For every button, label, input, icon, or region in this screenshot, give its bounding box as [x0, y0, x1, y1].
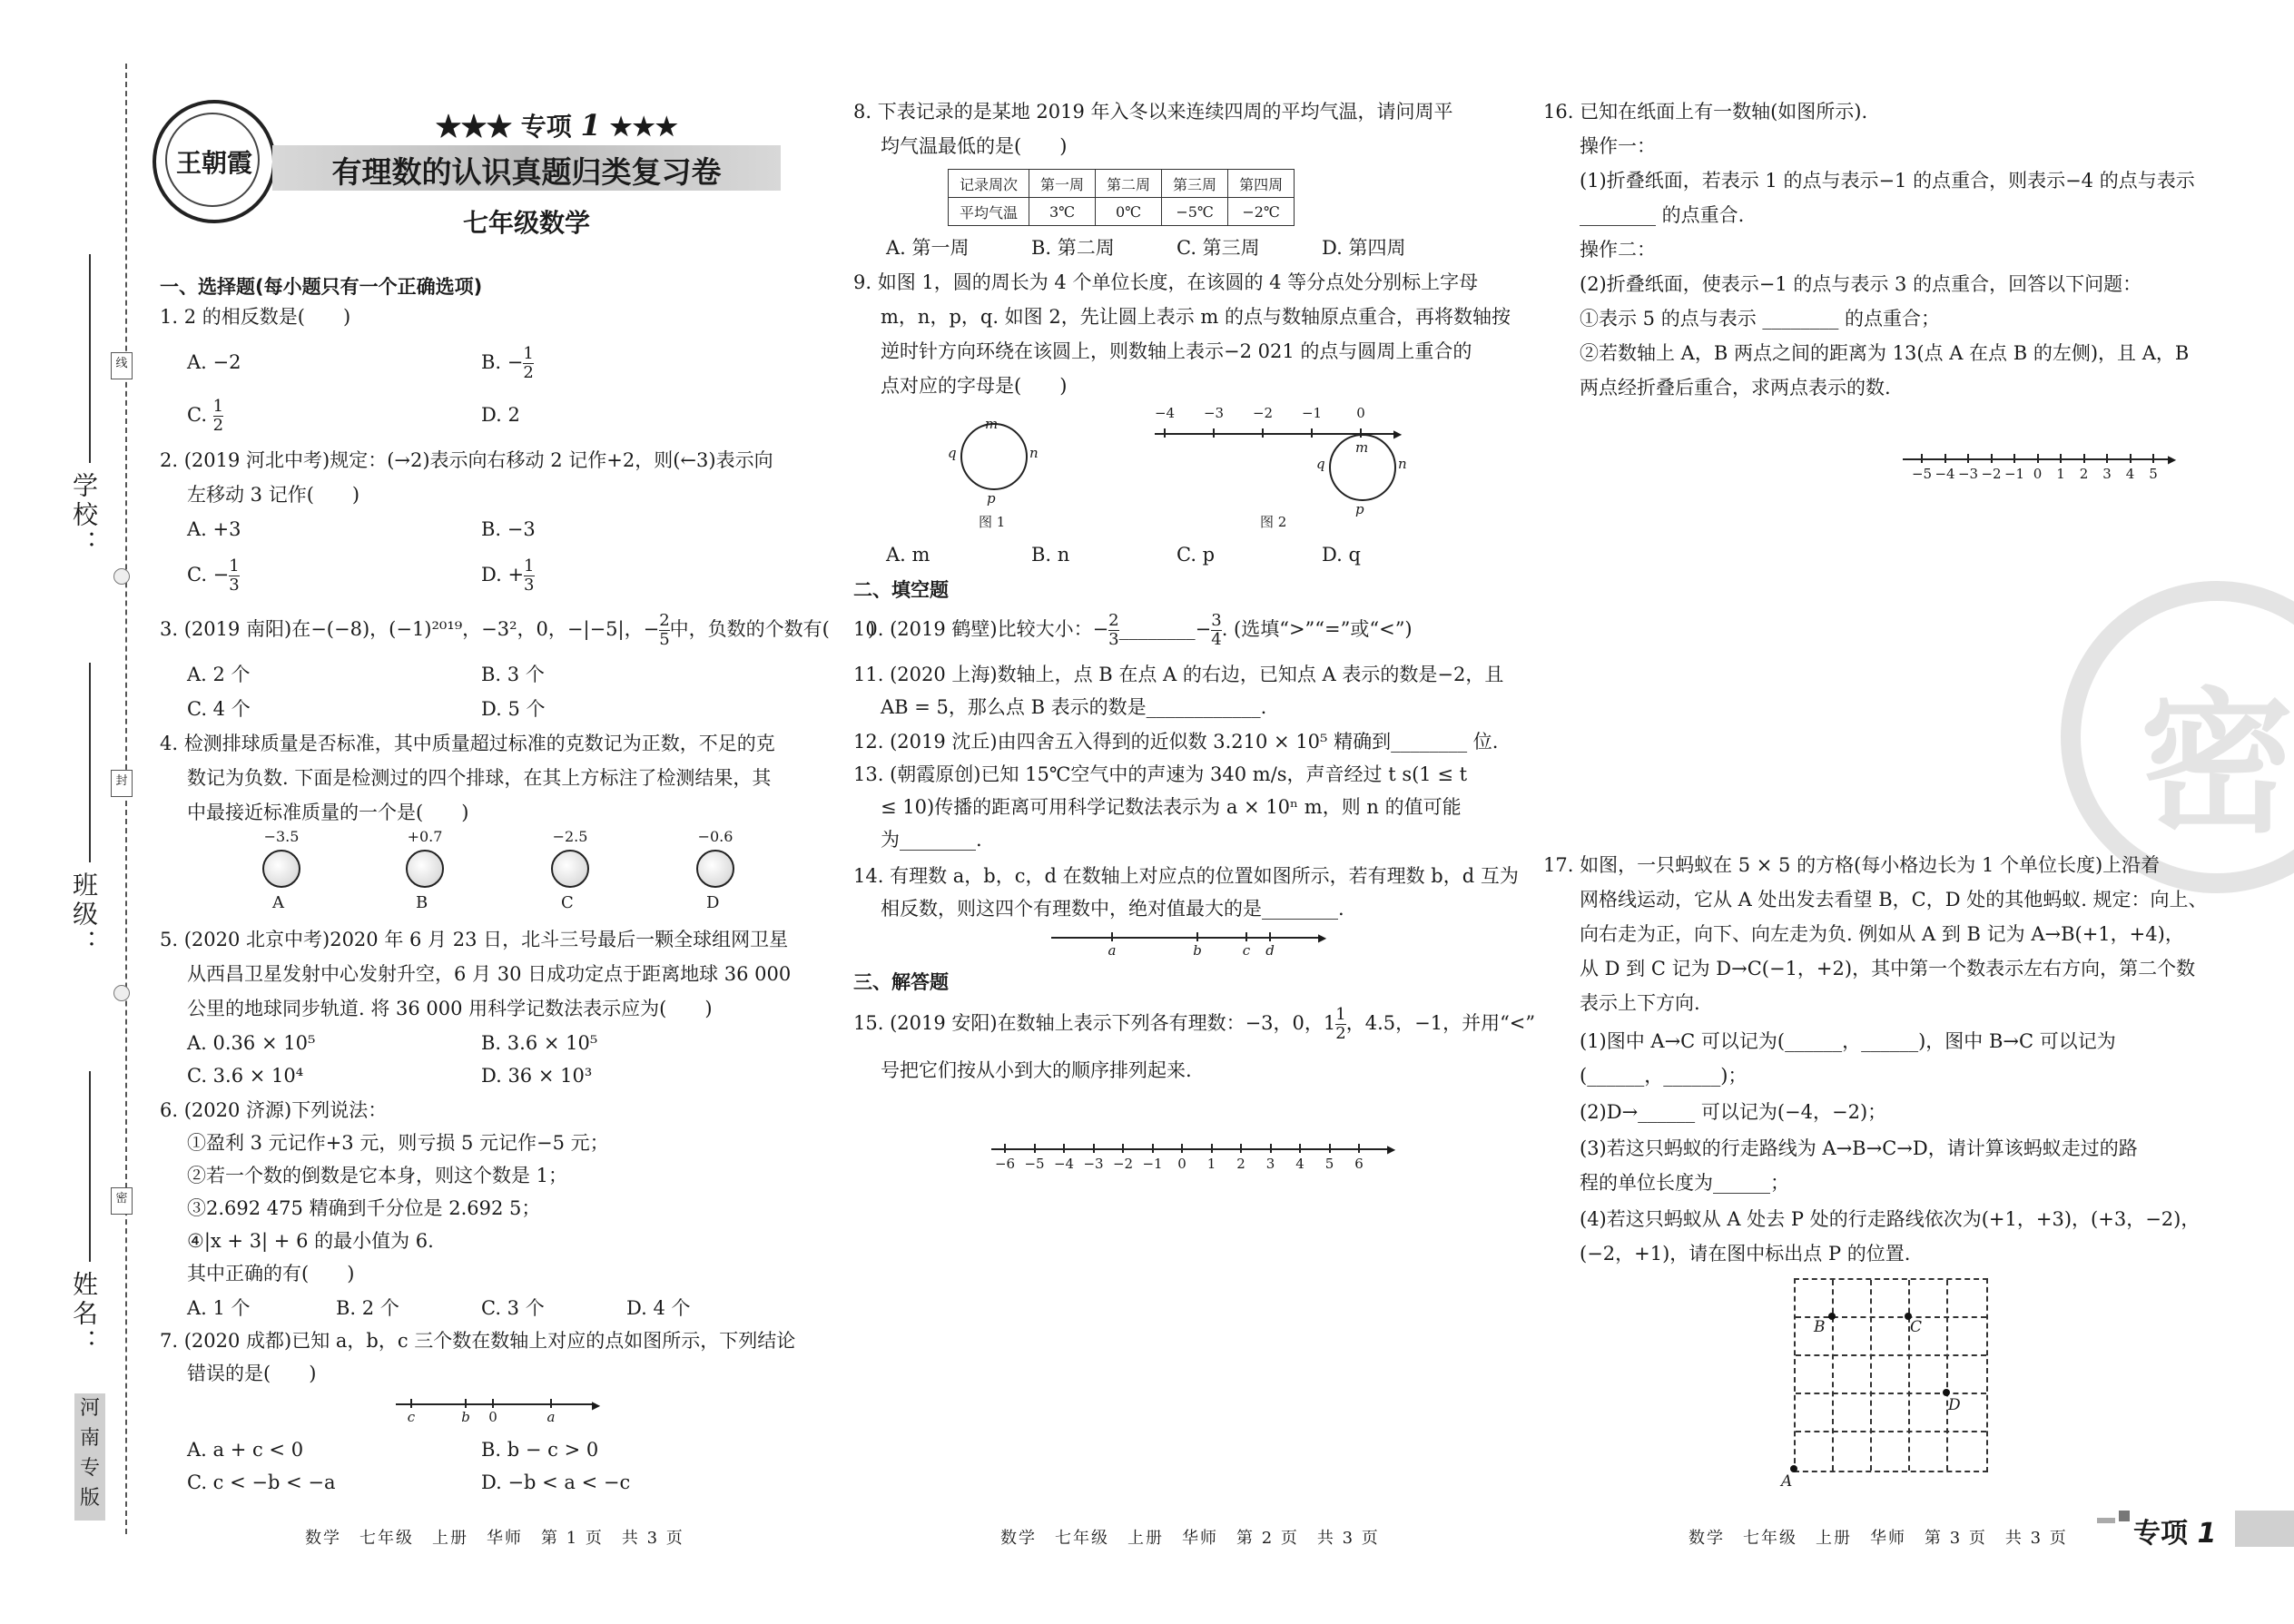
- q1-opt-d: D. 2: [481, 404, 520, 426]
- q2-opt-a: A. +3: [187, 518, 241, 540]
- fig2-label: −2: [1252, 405, 1274, 421]
- q14-stem-1: 14. 有理数 a，b，c，d 在数轴上对应点的位置如图所示，若有理数 b，d 互为: [853, 865, 1519, 887]
- q5-stem-1: 5. (2020 北京中考)2020 年 6 月 23 日，北斗三号最后一颗全球组网卫星: [160, 929, 789, 950]
- q16-tick-label: 0: [2033, 466, 2043, 482]
- fig1-p: p: [987, 490, 996, 507]
- point-b-label: B: [1814, 1318, 1826, 1336]
- q16-line-3: (2)折叠纸面，使表示−1 的点与表示 3 的点重合，回答以下问题：: [1580, 273, 2142, 295]
- point-d-label: D: [1948, 1396, 1961, 1414]
- q15-tick: [1358, 1144, 1360, 1153]
- q16-tick: [2083, 454, 2085, 463]
- q15-tick-label: 0: [1177, 1156, 1186, 1172]
- q7-label-0: 0: [488, 1409, 497, 1425]
- q11-stem-2: AB = 5，那么点 B 表示的数是____________.: [881, 696, 1267, 718]
- fig2-p: p: [1355, 501, 1364, 517]
- q16-tick-label: 1: [2056, 466, 2065, 482]
- q16-tick-label: 5: [2149, 466, 2158, 482]
- q7-tick-c: [410, 1399, 412, 1408]
- q12-stem: 12. (2019 沈丘)由四舍五入得到的近似数 3.210 × 10⁵ 精确到________ 位.: [853, 731, 1499, 753]
- q14-label-d: d: [1265, 942, 1275, 959]
- q13-stem-2: ≤ 10)传播的距离可用科学记数法表示为 a × 10ⁿ m，则 n 的值可能: [881, 796, 1462, 818]
- q13-stem-1: 13. (朝霞原创)已知 15℃空气中的声速为 340 m/s，声音经过 t s(1 ≤ t: [853, 763, 1468, 785]
- seal-line: 线: [111, 352, 133, 379]
- q15-tick-label: −1: [1142, 1156, 1163, 1172]
- q6-opt-c: C. 3 个: [481, 1297, 545, 1319]
- table-cell: 3℃: [1029, 198, 1096, 226]
- q8-opt-a: A. 第一周: [886, 237, 970, 259]
- q16-tick-label: 4: [2125, 466, 2135, 482]
- fig2-label: −1: [1301, 405, 1323, 421]
- q7-opt-d: D. −b < a < −c: [481, 1471, 631, 1493]
- arrow-right-icon: ▶: [1318, 931, 1327, 944]
- fig2-label: 0: [1356, 405, 1365, 421]
- ant-grid: [1794, 1278, 1988, 1472]
- arrow-right-icon: ▶: [2168, 453, 2177, 466]
- fig2-caption: 图 2: [1260, 514, 1287, 530]
- q10-stem: 10. (2019 鹤壁)比较大小：− $\frac{2}{3}$ ________− $\frac{3}{4}$ . (选填“>”“=”或“<”): [853, 611, 1413, 649]
- q17-line-3: 向右走为正，向下、向左走为负. 例如从 A 到 B 记为 A→B(+1，+4)，: [1580, 923, 2184, 945]
- q17-line-9: (3)若这只蚂蚁的行走路线为 A→B→C→D，请计算该蚂蚁走过的路: [1580, 1137, 2138, 1159]
- school-label: 学校：: [69, 472, 99, 559]
- q16-line-5: ②若数轴上 A，B 两点之间的距离为 13(点 A 在点 B 的左侧)，且 A，B: [1580, 342, 2190, 364]
- q15-tick: [1152, 1144, 1154, 1153]
- q7-stem-2: 错误的是( ): [187, 1363, 317, 1384]
- fig2-n: n: [1398, 456, 1407, 472]
- table-cell: 第二周: [1096, 170, 1162, 198]
- q8-stem-2: 均气温最低的是( ): [881, 135, 1068, 157]
- page-title: 有理数的认识真题归类复习卷: [331, 154, 722, 190]
- table-cell: 第一周: [1029, 170, 1096, 198]
- q16-tick: [2060, 454, 2062, 463]
- q1-opt-c: C. $\frac{1}{2}$: [187, 397, 224, 435]
- q16-tick-label: −5: [1911, 466, 1933, 482]
- class-label: 班级：: [69, 871, 99, 959]
- fig1-caption: 图 1: [979, 514, 1006, 530]
- fig1-n: n: [1029, 445, 1039, 461]
- q2-stem-2: 左移动 3 记作( ): [187, 484, 360, 506]
- q16-line-6: 两点经折叠后重合，求两点表示的数.: [1580, 377, 1891, 399]
- q15-tick-label: 5: [1324, 1156, 1334, 1172]
- q15-tick: [1299, 1144, 1301, 1153]
- q17-line-5: 表示上下方向.: [1580, 992, 1700, 1014]
- fig2-q: q: [1316, 456, 1325, 472]
- fig1-q: q: [948, 445, 957, 461]
- table-row: [949, 170, 1295, 198]
- volleyball-icon: [696, 850, 734, 888]
- q16-tick: [2106, 454, 2108, 463]
- q7-number-line: [396, 1403, 596, 1405]
- q7-label-c: c: [407, 1409, 416, 1425]
- q8-opt-d: D. 第四周: [1322, 237, 1406, 259]
- fig2-m: m: [1355, 439, 1369, 456]
- q14-tick-d: [1269, 932, 1271, 941]
- q17-line-1: 17. 如图，一只蚂蚁在 5 × 5 的方格(每小格边长为 1 个单位长度)上沿着: [1543, 854, 2161, 876]
- arrow-right-icon: ▶: [592, 1399, 601, 1412]
- q14-number-line: [1051, 937, 1322, 939]
- ball-c-label: C: [561, 893, 574, 912]
- q14-label-b: b: [1193, 942, 1202, 959]
- section-answer: 三、解答题: [853, 971, 949, 993]
- volleyball-icon: [406, 850, 444, 888]
- q5-opt-a: A. 0.36 × 10⁵: [187, 1032, 316, 1054]
- watermark-stamp: [2061, 581, 2294, 893]
- q3-opt-d: D. 5 个: [481, 698, 546, 720]
- q16-line-4: ①表示 5 的点与表示 ________ 的点重合；: [1580, 308, 1941, 330]
- q3-opt-b: B. 3 个: [481, 664, 545, 685]
- point-d-dot: [1943, 1389, 1950, 1396]
- temperature-table: [948, 169, 1295, 226]
- ball-a-value: −3.5: [263, 828, 300, 845]
- seal-secret: 密: [111, 1187, 133, 1215]
- q15-tick-label: 2: [1236, 1156, 1245, 1172]
- q5-opt-c: C. 3.6 × 10⁴: [187, 1065, 304, 1087]
- q16-tick: [2130, 454, 2132, 463]
- q17-line-6: (1)图中 A→C 可以记为(______，______)，图中 B→C 可以记为: [1580, 1030, 2116, 1052]
- point-b-dot: [1828, 1313, 1836, 1320]
- logo-text: 王朝霞: [175, 148, 252, 178]
- name-line: [89, 1071, 91, 1262]
- q14-tick-b: [1196, 932, 1198, 941]
- q16-tick: [2037, 454, 2039, 463]
- q15-tick-label: 4: [1295, 1156, 1305, 1172]
- q6-opt-d: D. 4 个: [626, 1297, 691, 1319]
- q7-label-a: a: [546, 1409, 556, 1425]
- tag-bar: [2235, 1511, 2294, 1547]
- class-line: [89, 663, 91, 862]
- ball-b-label: B: [416, 893, 428, 912]
- q9-opt-d: D. q: [1322, 544, 1361, 566]
- cut-line: [125, 64, 127, 1534]
- q17-line-12: (−2，+1)，请在图中标出点 P 的位置.: [1580, 1243, 1911, 1265]
- q16-tick: [2013, 454, 2015, 463]
- q6-stem: 6. (2020 济源)下列说法：: [160, 1099, 388, 1121]
- point-a-label: A: [1781, 1472, 1793, 1491]
- arrow-right-icon: ▶: [1393, 428, 1403, 440]
- q15-tick: [1211, 1144, 1213, 1153]
- q15-stem-2: 号把它们按从小到大的顺序排列起来.: [881, 1059, 1192, 1081]
- q15-tick: [1093, 1144, 1095, 1153]
- q15-tick: [1329, 1144, 1331, 1153]
- table-cell: 平均气温: [949, 198, 1029, 226]
- q15-tick-label: −5: [1024, 1156, 1045, 1172]
- q16-tick: [1944, 454, 1946, 463]
- q7-opt-a: A. a + c < 0: [187, 1439, 304, 1461]
- q14-label-c: c: [1242, 942, 1251, 959]
- q1-opt-a: A. −2: [187, 351, 241, 373]
- footer-page-2: 数学 七年级 上册 华师 第 2 页 共 3 页: [1000, 1529, 1380, 1548]
- watermark-char: 密: [2139, 673, 2294, 854]
- q16-line-2: ________ 的点重合.: [1580, 204, 1745, 226]
- fig1-m: m: [985, 416, 999, 432]
- q4-stem-2: 数记为负数. 下面是检测过的四个排球，在其上方标注了检测结果，其: [187, 767, 772, 789]
- q7-stem-1: 7. (2020 成都)已知 a，b，c 三个数在数轴上对应的点如图所示，下列结论: [160, 1330, 796, 1352]
- fig2-tick: [1164, 428, 1166, 438]
- point-a-dot: [1790, 1465, 1797, 1472]
- q15-tick: [1240, 1144, 1242, 1153]
- q16-op1: 操作一：: [1580, 135, 1656, 157]
- q15-tick-label: −3: [1083, 1156, 1104, 1172]
- q15-tick-label: −2: [1112, 1156, 1134, 1172]
- page-subtitle: 七年级数学: [462, 208, 590, 238]
- ball-d-label: D: [706, 893, 720, 912]
- q8-opt-c: C. 第三周: [1177, 237, 1260, 259]
- q7-tick-a: [550, 1399, 552, 1408]
- q9-opt-a: A. m: [886, 544, 930, 566]
- q2-stem-1: 2. (2019 河北中考)规定：(→2)表示向右移动 2 记作+2，则(←3)表示向: [160, 449, 773, 471]
- q2-opt-b: B. −3: [481, 518, 536, 540]
- q7-opt-c: C. c < −b < −a: [187, 1471, 336, 1493]
- point-c-label: C: [1910, 1318, 1923, 1336]
- q17-line-4: 从 D 到 C 记为 D→C(−1，+2)，其中第一个数表示左右方向，第二个数: [1580, 958, 2196, 979]
- q7-label-b: b: [461, 1409, 470, 1425]
- section-fill: 二、填空题: [853, 579, 949, 601]
- table-row: [949, 198, 1295, 226]
- q5-stem-3: 公里的地球同步轨道. 将 36 000 用科学记数法表示应为( ): [187, 998, 713, 1019]
- q16-line-1: (1)折叠纸面，若表示 1 的点与表示−1 的点重合，则表示−4 的点与表示: [1580, 170, 2195, 192]
- q15-tick-label: 6: [1354, 1156, 1364, 1172]
- ball-d-value: −0.6: [697, 828, 733, 845]
- q16-tick: [1991, 454, 1993, 463]
- q2-opt-c: C. − $\frac{1}{3}$: [187, 556, 240, 595]
- q5-opt-b: B. 3.6 × 10⁵: [481, 1032, 598, 1054]
- fig1-circle: [960, 423, 1028, 490]
- q14-label-a: a: [1108, 942, 1117, 959]
- q16-tick-label: −4: [1935, 466, 1955, 482]
- q14-stem-2: 相反数，则这四个有理数中，绝对值最大的是________.: [881, 898, 1344, 920]
- footer-page-3: 数学 七年级 上册 华师 第 3 页 共 3 页: [1689, 1529, 2068, 1548]
- table-cell: −2℃: [1228, 198, 1295, 226]
- q3-opt-a: A. 2 个: [187, 664, 251, 685]
- arrow-right-icon: ▶: [1387, 1143, 1396, 1156]
- ball-b-value: +0.7: [407, 828, 443, 845]
- q9-stem-4: 点对应的字母是( ): [881, 375, 1068, 397]
- q4-stem-3: 中最接近标准质量的一个是( ): [187, 802, 469, 823]
- q15-tick-label: 1: [1206, 1156, 1216, 1172]
- q6-line-5: 其中正确的有( ): [187, 1263, 355, 1284]
- table-cell: 记录周次: [949, 170, 1029, 198]
- edition-badge: 河 南 专 版: [74, 1393, 105, 1521]
- ball-c-value: −2.5: [552, 828, 588, 845]
- tag-decor: [2119, 1511, 2130, 1521]
- brand-logo: [153, 100, 276, 223]
- footer-page-1: 数学 七年级 上册 华师 第 1 页 共 3 页: [305, 1529, 684, 1548]
- fig2-tick: [1262, 428, 1264, 438]
- q13-stem-3: 为________.: [881, 829, 982, 851]
- table-cell: 第三周: [1162, 170, 1228, 198]
- q15-number-line: [991, 1148, 1391, 1150]
- q9-opt-c: C. p: [1177, 544, 1216, 566]
- table-cell: −5℃: [1162, 198, 1228, 226]
- q9-stem-1: 9. 如图 1，圆的周长为 4 个单位长度，在该圆的 4 等分点处分别标上字母: [853, 271, 1479, 293]
- q7-opt-b: B. b − c > 0: [481, 1439, 599, 1461]
- q16-tick: [1921, 454, 1923, 463]
- tag-decor: [2097, 1518, 2115, 1523]
- q16-tick-label: −1: [2004, 466, 2025, 482]
- fig2-tick: [1213, 428, 1215, 438]
- q15-tick: [1034, 1144, 1036, 1153]
- q9-opt-b: B. n: [1031, 544, 1070, 566]
- q11-stem-1: 11. (2020 上海)数轴上，点 B 在点 A 的右边，已知点 A 表示的数是−2，且: [853, 664, 1504, 685]
- q4-stem-1: 4. 检测排球质量是否标准，其中质量超过标准的克数记为正数，不足的克: [160, 733, 775, 754]
- q16-tick-label: −2: [1981, 466, 2002, 482]
- volleyball-icon: [262, 850, 300, 888]
- q15-tick: [1004, 1144, 1006, 1153]
- seal-fold: 封: [111, 770, 133, 797]
- q16-tick: [2152, 454, 2154, 463]
- q16-tick-label: 2: [2079, 466, 2089, 482]
- q17-line-8: (2)D→______ 可以记为(−4，−2)；: [1580, 1101, 1887, 1123]
- q16-tick: [1967, 454, 1969, 463]
- q14-tick-a: [1111, 932, 1113, 941]
- q16-op2: 操作二：: [1580, 239, 1656, 261]
- q14-tick-c: [1245, 932, 1247, 941]
- table-cell: 0℃: [1096, 198, 1162, 226]
- section-choice: 一、选择题(每小题只有一个正确选项): [160, 276, 483, 298]
- q15-tick: [1063, 1144, 1065, 1153]
- table-cell: 第四周: [1228, 170, 1295, 198]
- q17-line-7: (______，______)；: [1580, 1065, 1748, 1087]
- q1-stem: 1. 2 的相反数是( ): [160, 306, 351, 328]
- q15-tick: [1270, 1144, 1272, 1153]
- ball-a-label: A: [272, 893, 284, 912]
- q3-opt-c: C. 4 个: [187, 698, 251, 720]
- q6-line-2: ②若一个数的倒数是它本身，则这个数是 1；: [187, 1165, 568, 1186]
- q15-tick: [1122, 1144, 1124, 1153]
- q5-stem-2: 从西昌卫星发射中心发射升空，6 月 30 日成功定点于距离地球 36 000: [187, 963, 792, 985]
- fig2-tick: [1311, 428, 1313, 438]
- punch-hole-icon: [113, 568, 130, 585]
- q17-line-10: 程的单位长度为______；: [1580, 1172, 1789, 1194]
- footer-project-tag: 专项 1: [2133, 1518, 2217, 1550]
- q9-stem-3: 逆时针方向环绕在该圆上，则数轴上表示−2 021 的点与圆周上重合的: [881, 340, 1472, 362]
- q8-stem-1: 8. 下表记录的是某地 2019 年入冬以来连续四周的平均气温，请问周平: [853, 101, 1453, 123]
- q2-opt-d: D. + $\frac{1}{3}$: [481, 556, 535, 595]
- q1-opt-b: B. − $\frac{1}{2}$: [481, 344, 534, 382]
- q16-tick-label: −3: [1957, 466, 1979, 482]
- q15-tick-label: −4: [1053, 1156, 1075, 1172]
- volleyball-icon: [551, 850, 589, 888]
- punch-hole-icon: [113, 985, 130, 1001]
- q7-tick-0: [492, 1399, 494, 1408]
- q5-opt-d: D. 36 × 10³: [481, 1065, 593, 1087]
- q15-tick-label: 3: [1265, 1156, 1275, 1172]
- q17-line-2: 网格线运动，它从 A 处出发去看望 B，C，D 处的其他蚂蚁. 规定：向上、: [1580, 889, 2208, 910]
- project-heading: ★★★ 专项 1 ★★★: [436, 108, 678, 143]
- q16-stem: 16. 已知在纸面上有一数轴(如图所示).: [1543, 101, 1868, 123]
- q6-line-1: ①盈利 3 元记作+3 元，则亏损 5 元记作−5 元；: [187, 1132, 609, 1154]
- q15-stem-1: 15. (2019 安阳)在数轴上表示下列各有理数：−3，0，1 $\frac{1}{2}$ ，4.5，−1，并用“<”: [853, 1005, 1536, 1043]
- school-line: [89, 254, 91, 463]
- binding-sidebar: [0, 0, 127, 1624]
- q17-line-11: (4)若这只蚂蚁从 A 处去 P 处的行走路线依次为(+1，+3)，(+3，−2)，: [1580, 1208, 2200, 1230]
- q6-opt-a: A. 1 个: [187, 1297, 251, 1319]
- q3-stem: 3. (2019 南阳)在−(−8)，(−1)²⁰¹⁹，−3²，0，−|−5|，− $\frac{2}{5}$ 中，负数的个数有( ): [160, 611, 876, 649]
- q6-line-3: ③2.692 475 精确到千分位是 2.692 5；: [187, 1197, 541, 1219]
- q6-line-4: ④|x + 3| + 6 的最小值为 6.: [187, 1230, 434, 1252]
- q9-stem-2: m，n，p，q. 如图 2，先让圆上表示 m 的点与数轴原点重合，再将数轴按: [881, 306, 1511, 328]
- fig2-label: −4: [1154, 405, 1176, 421]
- q7-tick-b: [465, 1399, 467, 1408]
- q16-tick-label: 3: [2102, 466, 2112, 482]
- q15-tick: [1181, 1144, 1183, 1153]
- fig2-label: −3: [1203, 405, 1225, 421]
- q8-opt-b: B. 第二周: [1031, 237, 1115, 259]
- q6-opt-b: B. 2 个: [336, 1297, 399, 1319]
- q15-tick-label: −6: [994, 1156, 1016, 1172]
- name-label: 姓名：: [69, 1271, 99, 1358]
